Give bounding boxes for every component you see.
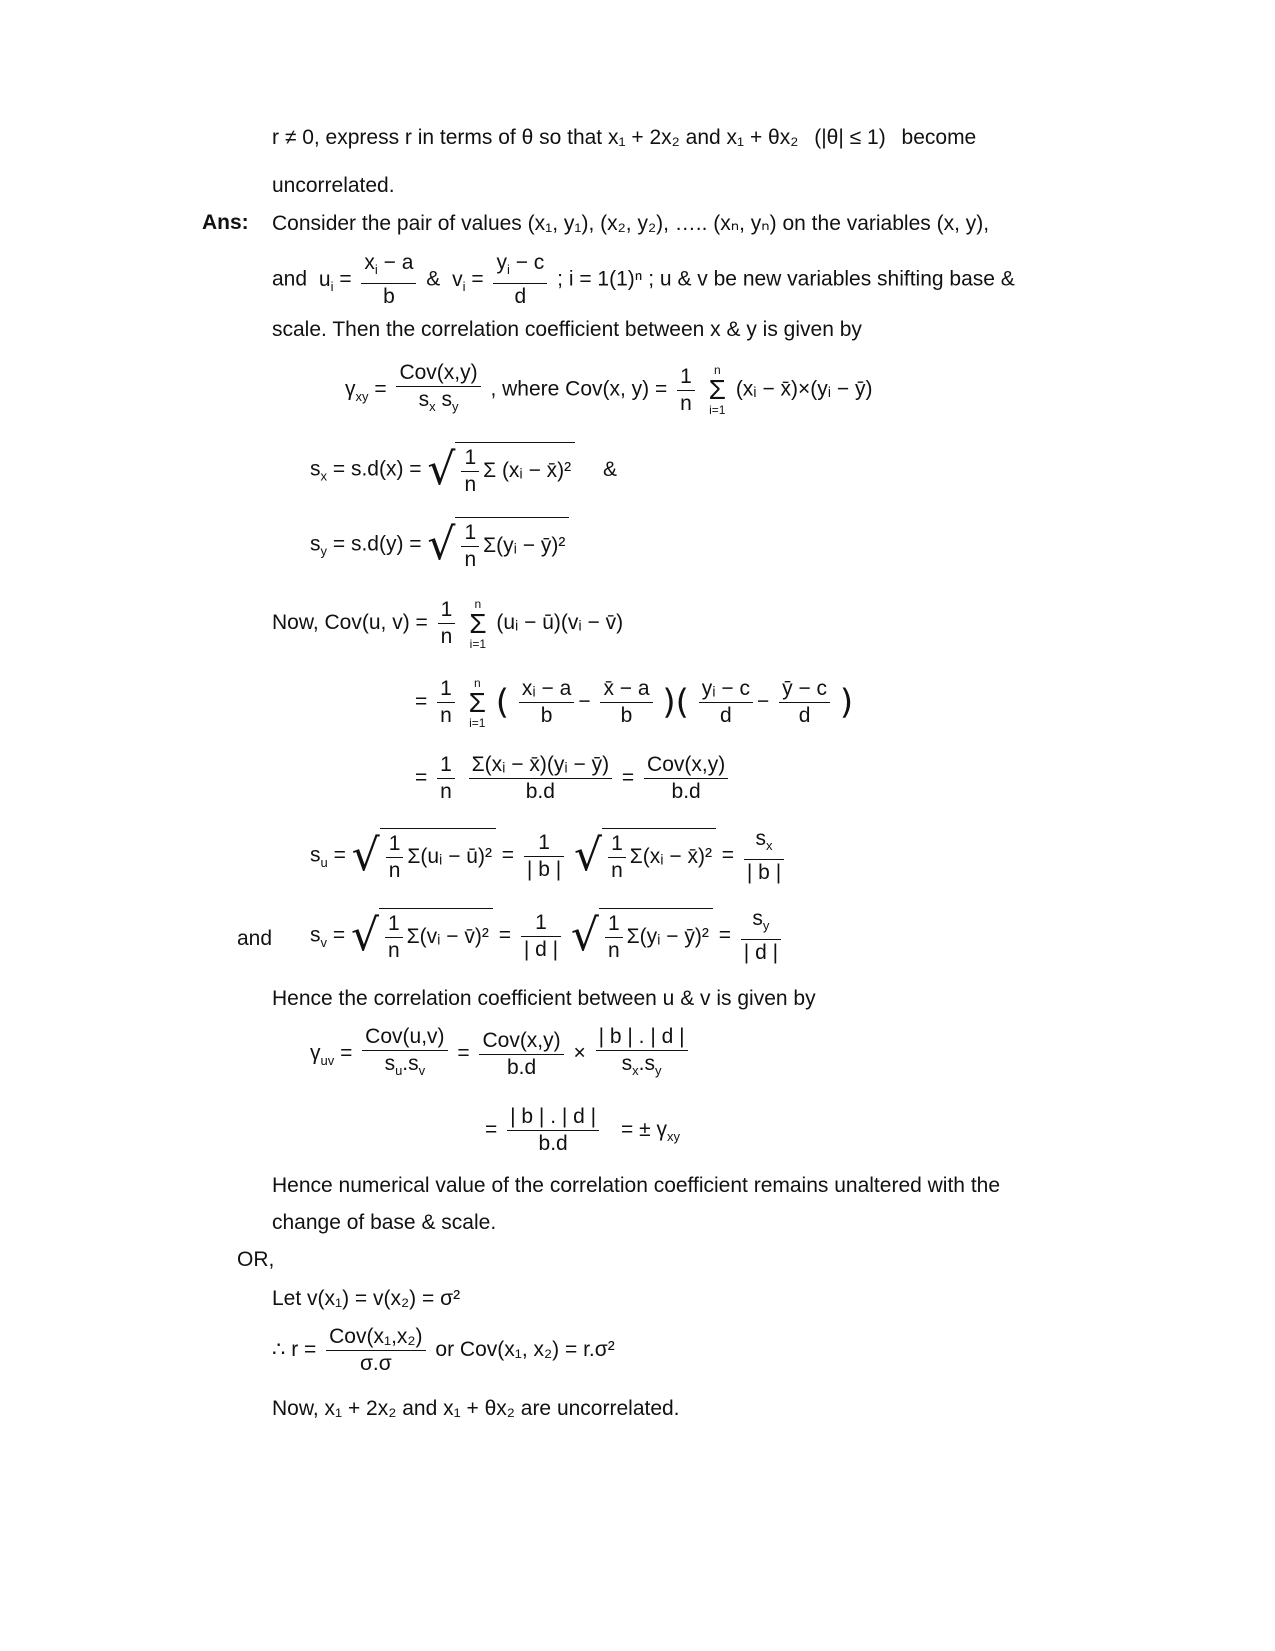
question-line-2: uncorrelated.	[272, 174, 395, 197]
cov-uv-def: Now, Cov(u, v) = $\frac{1}{n}$ n Σ i=1 (uᵢ − ū)(vᵢ − v̄)	[272, 596, 624, 651]
answer-label: Ans:	[202, 211, 249, 234]
cov-uv-expansion: = $\frac{1}{n}$ n Σ i=1 ( $\frac{\text{xᵢ − a}}{b}$ − $\frac{x̄ - a}{b}$ )( $\frac{\text{yᵢ − c}}{d}$ − $\frac{ȳ - c}{d}$ )	[415, 675, 854, 730]
final-line: Now, x₁ + 2x₂ and x₁ + θx₂ are uncorrelated.	[272, 1397, 680, 1420]
let-variance: Let v(x₁) = v(x₂) = σ²	[272, 1287, 461, 1310]
or-label: OR,	[237, 1248, 275, 1271]
answer-line-1: Consider the pair of values (x₁, y₁), (x₂, y₂), ….. (xₙ, yₙ) on the variables (x, y),	[272, 212, 990, 235]
gamma-uv-formula: $\gamma_{uv}$ = Cov(u,v) $s_u.s_v$ = Cov(x,y) b.d × $\frac{| b | . | d |}{s_x.s_y}$	[310, 1024, 692, 1084]
su-formula: $s_u$ = √ $\frac{1}{n}$ Σ(uᵢ − ū)² = $\frac{1}{| b |}$ √ $\frac{1}{n}$ Σ(xᵢ − x̄)² = $\frac{s_x}{| b |}$	[310, 826, 788, 886]
theta-condition: (|θ| ≤ 1)	[814, 126, 886, 149]
sx-formula: $s_x = s.d(x)$ = √ $\frac{1}{n}$ Σ (xᵢ − x̄)² &	[310, 444, 618, 496]
hence-uv: Hence the correlation coefficient between u & v is given by	[272, 987, 816, 1010]
cov-uv-result: = $\frac{1}{n}$ $\frac{\text{Σ(xᵢ − x̄)(yᵢ − ȳ)}}{b.d}$ = Cov(x,y) b.d	[415, 752, 732, 805]
gamma-xy-formula: $\gamma_{xy}$ = Cov(x,y) $s_x$ $s_y$ , where Cov(x, y) = $\frac{1}{n}$ n Σ i=1 (xᵢ − x̄)×(yᵢ − ȳ)	[345, 361, 873, 418]
and-label: and	[237, 927, 273, 950]
v-fraction: $\frac{y_i - c}{d}$	[493, 250, 547, 310]
answer-line-scale: scale. Then the correlation coefficient between x & y is given by	[272, 318, 862, 341]
r-definition: ∴ r = Cov(x₁,x₂) σ.σ or Cov(x₁, x₂) = r.σ²	[272, 1325, 615, 1375]
question-line-1	[272, 126, 976, 150]
gamma-uv-result: = $\frac{| b | . | d |}{b.d}$ = ± $\gamma_{xy}$	[485, 1105, 680, 1155]
question-become: become	[901, 126, 977, 149]
sv-formula: $s_v$ = √ $\frac{1}{n}$ Σ(vᵢ − v̄)² = $\frac{1}{| d |}$ √ $\frac{1}{n}$ Σ(yᵢ − ȳ)² = $\frac{s_y}{| d |}$	[310, 906, 785, 966]
question-text: r ≠ 0, express r in terms of θ so that x₁ + 2x₂ and x₁ + θx₂	[272, 126, 799, 149]
hence-conclusion-1: Hence numerical value of the correlation coefficient remains unaltered with the	[272, 1174, 1001, 1197]
uv-definition: and $u_i$ = $\frac{x_i - a}{b}$ & $v_i$ = $\frac{y_i - c}{d}$ ; i = 1(1)ⁿ ; u & v be new variables shifting base &	[272, 251, 1015, 309]
u-fraction: $\frac{x_i - a}{b}$	[361, 250, 416, 310]
sy-formula: $s_y = s.d(y)$ = √ $\frac{1}{n}$ Σ(yᵢ − ȳ)²	[310, 517, 569, 573]
hence-conclusion-2: change of base & scale.	[272, 1211, 497, 1234]
